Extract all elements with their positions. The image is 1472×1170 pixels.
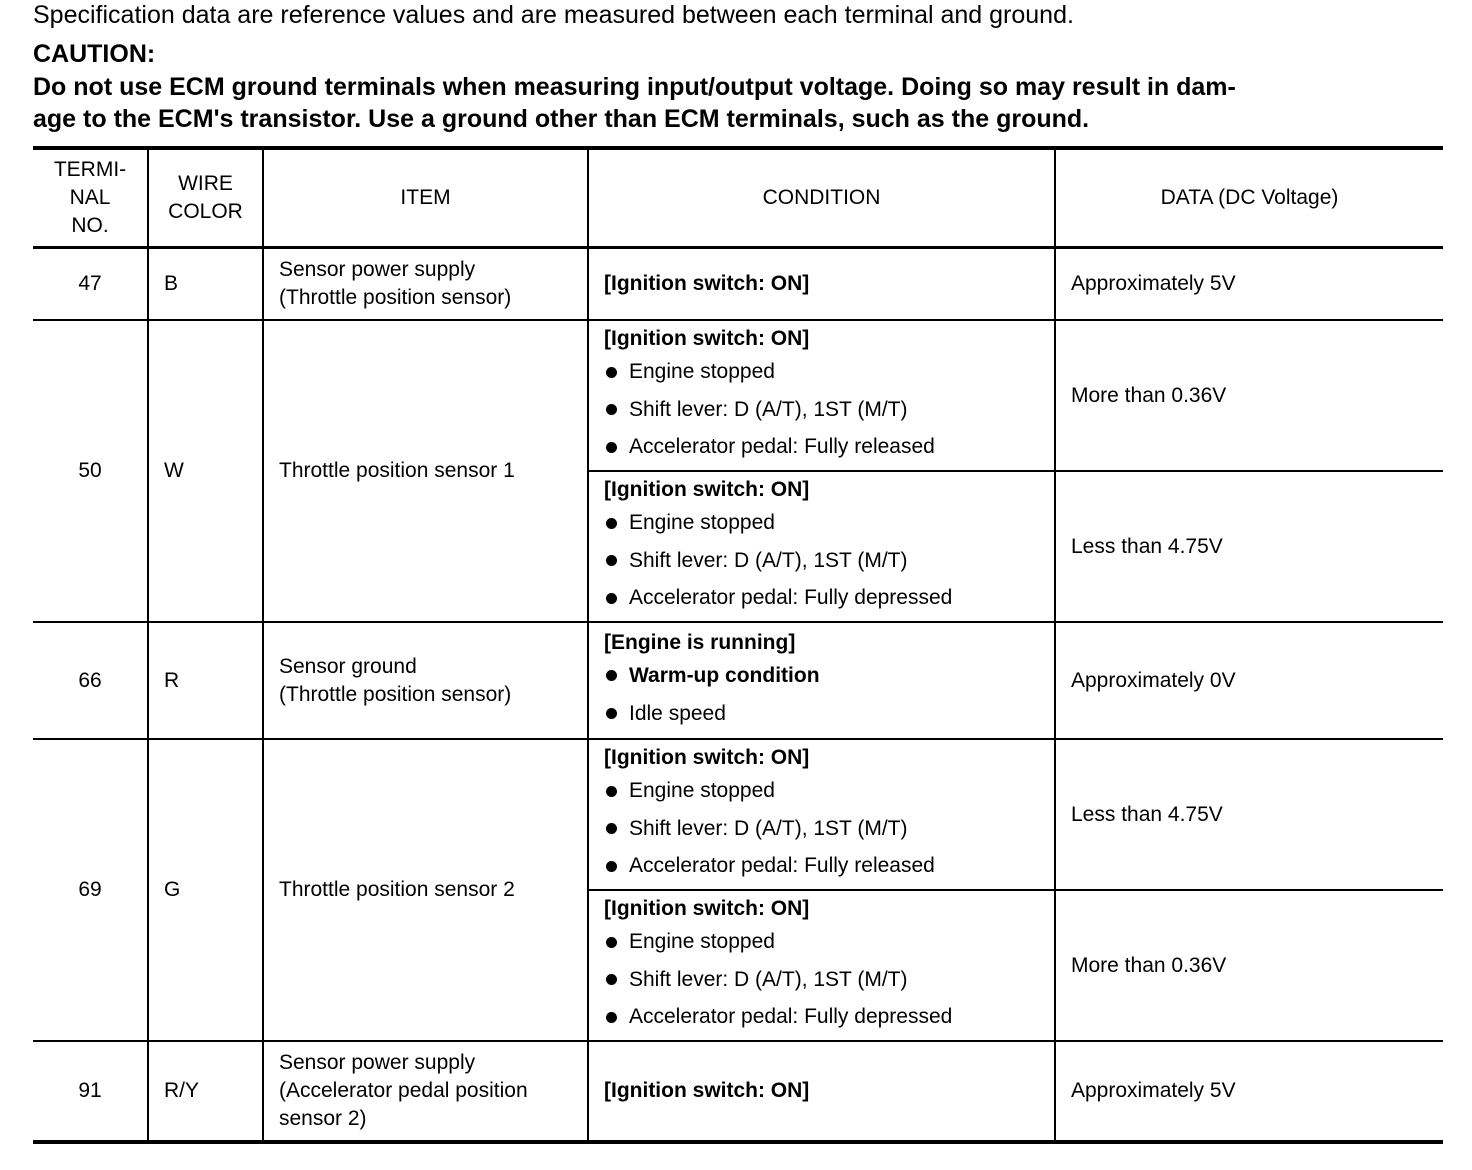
header-condition: CONDITION: [588, 148, 1055, 248]
table-header-row: [33, 148, 1443, 248]
data-value: More than 0.36V: [1055, 890, 1443, 1041]
bullet-text: Shift lever: D (A/T), 1ST (M/T): [629, 816, 908, 840]
bullet-text: Engine stopped: [629, 511, 775, 535]
item-cell: [263, 1041, 588, 1142]
condition-cell: [588, 248, 1055, 321]
bullet-icon: [606, 593, 617, 604]
bullet-text: Accelerator pedal: Fully depressed: [629, 1005, 953, 1029]
item-text: (Throttle position sensor): [279, 286, 512, 309]
terminal-number: 91: [33, 1041, 148, 1142]
condition-cell: [588, 890, 1055, 1041]
item-cell: [263, 622, 588, 739]
condition-header: [Ignition switch: ON]: [604, 746, 810, 770]
condition-bullet: [604, 810, 1039, 848]
condition-bullet: [604, 847, 1039, 885]
condition-bullet: [604, 961, 1039, 999]
condition-header: [Ignition switch: ON]: [604, 478, 810, 502]
condition-header: [Engine is running]: [604, 631, 796, 654]
bullet-icon: [606, 861, 617, 872]
condition-cell: [588, 320, 1055, 471]
bullet-icon: [606, 937, 617, 948]
condition-bullet: [604, 428, 1039, 466]
terminal-number: 50: [33, 320, 148, 622]
data-value: Less than 4.75V: [1055, 739, 1443, 890]
header-text: TERMI-: [53, 158, 127, 181]
bullet-icon: [606, 786, 617, 797]
wire-color: R/Y: [148, 1041, 263, 1142]
bullet-icon: [606, 404, 617, 415]
caution-line: Do not use ECM ground terminals when measuring input/output voltage. Doing so may result in dam-: [33, 73, 1236, 101]
bullet-text: Engine stopped: [629, 779, 775, 803]
header-item: ITEM: [263, 148, 588, 248]
condition-cell: [588, 471, 1055, 622]
item-text: Sensor power supply: [279, 258, 476, 281]
data-value: Approximately 5V: [1055, 1041, 1443, 1142]
condition-header: [Ignition switch: ON]: [604, 1079, 810, 1102]
header-text: NAL: [69, 186, 111, 209]
condition-cell: [588, 622, 1055, 739]
bullet-text: Idle speed: [629, 701, 726, 725]
table-row: [33, 739, 1443, 890]
bullet-icon: [606, 442, 617, 453]
item-text: (Throttle position sensor): [279, 682, 512, 706]
header-terminal-no: [33, 148, 148, 248]
bullet-icon: [606, 708, 617, 719]
bullet-icon: [606, 367, 617, 378]
condition-bullet: [604, 504, 1039, 542]
condition-bullet: [604, 542, 1039, 580]
data-value: More than 0.36V: [1055, 320, 1443, 471]
bullet-text: Warm-up condition: [629, 664, 820, 687]
condition-bullet: [604, 657, 1039, 695]
bullet-icon: [606, 823, 617, 834]
table-row: [33, 248, 1443, 321]
data-value: Approximately 0V: [1055, 622, 1443, 739]
wire-color: W: [148, 320, 263, 622]
item-text: (Accelerator pedal position: [279, 1079, 528, 1102]
bullet-text: Accelerator pedal: Fully depressed: [629, 586, 953, 610]
header-data: DATA (DC Voltage): [1055, 148, 1443, 248]
item-text: Sensor power supply: [279, 1051, 476, 1074]
header-wire-color: [148, 148, 263, 248]
condition-bullet: [604, 923, 1039, 961]
wire-color: G: [148, 739, 263, 1041]
bullet-text: Shift lever: D (A/T), 1ST (M/T): [629, 397, 908, 421]
bullet-text: Accelerator pedal: Fully released: [629, 435, 935, 459]
bullet-icon: [606, 670, 617, 681]
condition-bullet: [604, 579, 1039, 617]
item-cell: [263, 320, 588, 622]
item-text: Throttle position sensor 2: [279, 878, 515, 901]
intro-text: Specification data are reference values and are measured between each terminal and ground.: [33, 1, 1074, 29]
caution-title: CAUTION:: [33, 40, 156, 68]
bullet-text: Shift lever: D (A/T), 1ST (M/T): [629, 967, 908, 991]
condition-bullet: [604, 695, 1039, 733]
item-cell: [263, 248, 588, 321]
item-text: Throttle position sensor 1: [279, 459, 515, 482]
header-text: COLOR: [168, 200, 243, 223]
table-row: [33, 622, 1443, 739]
condition-bullet: [604, 998, 1039, 1036]
header-text: NO.: [71, 214, 109, 237]
bullet-text: Shift lever: D (A/T), 1ST (M/T): [629, 548, 908, 572]
item-text: sensor 2): [279, 1107, 367, 1130]
condition-bullet: [604, 772, 1039, 810]
condition-bullet: [604, 353, 1039, 391]
bullet-text: Engine stopped: [629, 360, 775, 384]
terminal-number: 47: [33, 248, 148, 321]
caution-line: age to the ECM's transistor. Use a ground other than ECM terminals, such as the ground.: [33, 105, 1090, 133]
bullet-text: Accelerator pedal: Fully released: [629, 854, 935, 878]
data-value: Approximately 5V: [1055, 248, 1443, 321]
caution-body: [33, 71, 1445, 135]
condition-header: [Ignition switch: ON]: [604, 272, 810, 295]
table-row: [33, 320, 1443, 471]
header-text: WIRE: [178, 172, 233, 195]
terminal-number: 69: [33, 739, 148, 1041]
item-text: Sensor ground: [279, 654, 417, 678]
condition-header: [Ignition switch: ON]: [604, 897, 810, 921]
condition-cell: [588, 1041, 1055, 1142]
bullet-icon: [606, 518, 617, 529]
bullet-icon: [606, 1012, 617, 1023]
data-value: Less than 4.75V: [1055, 471, 1443, 622]
bullet-icon: [606, 974, 617, 985]
condition-bullet: [604, 391, 1039, 429]
item-cell: [263, 739, 588, 1041]
terminal-number: 66: [33, 622, 148, 739]
wire-color: B: [148, 248, 263, 321]
condition-cell: [588, 739, 1055, 890]
terminal-spec-table: [33, 146, 1443, 1144]
bullet-text: Engine stopped: [629, 930, 775, 954]
condition-header: [Ignition switch: ON]: [604, 327, 810, 351]
bullet-icon: [606, 555, 617, 566]
wire-color: R: [148, 622, 263, 739]
table-row: [33, 1041, 1443, 1142]
